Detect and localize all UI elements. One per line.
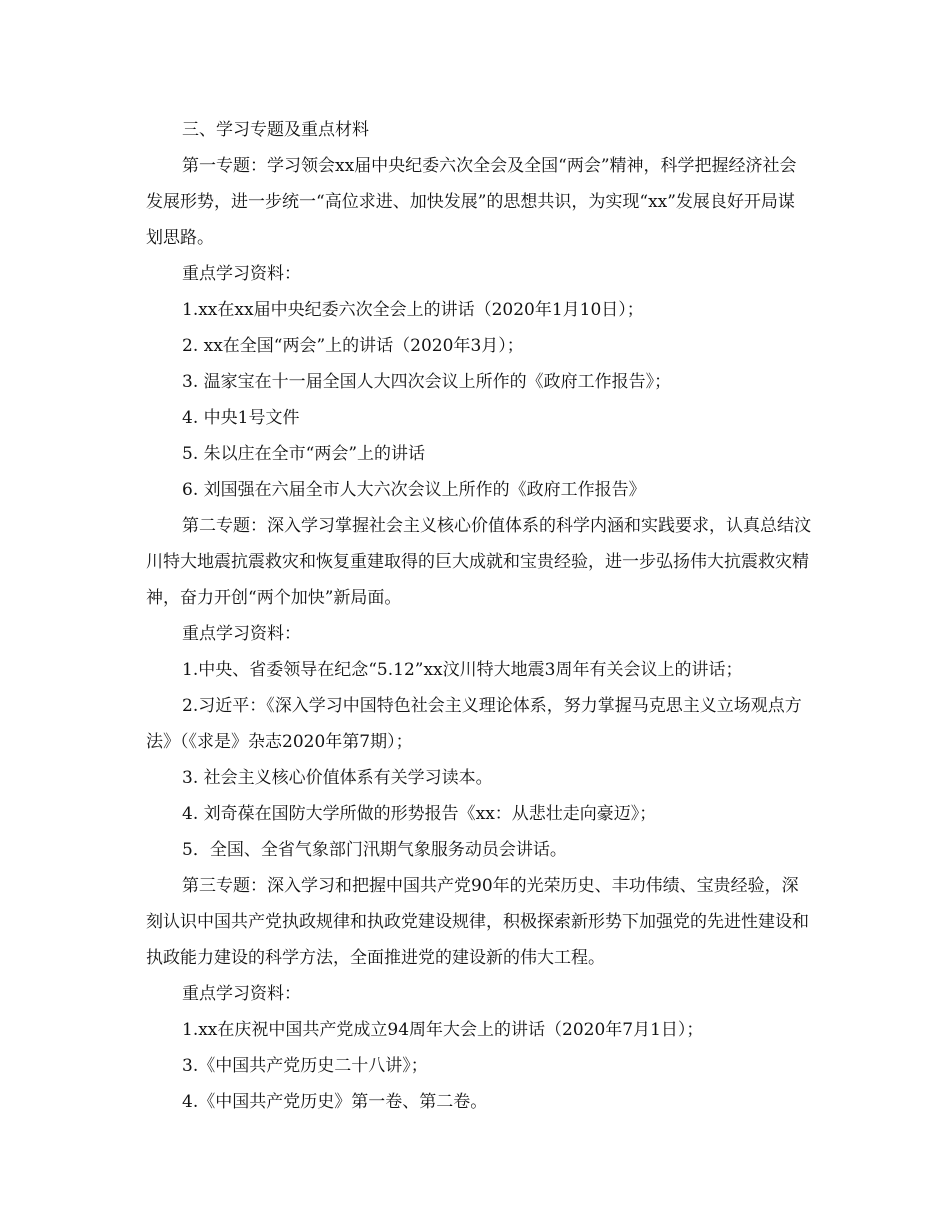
- topic-3-item: 3.《中国共产党历史二十八讲》；: [182, 1056, 428, 1076]
- topic-3-materials-label: 重点学习资料：: [182, 984, 301, 1004]
- topic-1-item: 6. 刘国强在六届全市人大六次会议上所作的《政府工作报告》: [182, 480, 646, 500]
- topic-2-item: 2.习近平：《深入学习中国特色社会主义理论体系，努力掌握马克思主义立场观点方法》（《求是》杂志2020年第7期）；: [146, 696, 802, 752]
- topic-1-item: 1.xx在xx届中央纪委六次全会上的讲话（2020年1月10日）；: [182, 300, 644, 320]
- topic-1-item: 5. 朱以庄在全市“两会”上的讲话: [182, 444, 426, 464]
- topic-2-item: 4. 刘奇葆在国防大学所做的形势报告《xx：从悲壮走向豪迈》；: [182, 804, 657, 824]
- topic-2-paragraph: 第二专题：深入学习掌握社会主义核心价值体系的科学内涵和实践要求，认真总结汶川特大地震抗震救灾和恢复重建取得的巨大成就和宝贵经验，进一步弘扬伟大抗震救灾精神，奋力开创“两个加快”新局面。: [146, 516, 811, 608]
- topic-3-item: 1.xx在庆祝中国共产党成立94周年大会上的讲话（2020年7月1日）；: [182, 1020, 704, 1040]
- topic-3-paragraph: 第三专题：深入学习和把握中国共产党90年的光荣历史、丰功伟绩、宝贵经验，深刻认识中国共产党执政规律和执政党建设规律，积极探索新形势下加强党的先进性建设和执政能力建设的科学方法，全面推进党的建设新的伟大工程。: [146, 876, 809, 968]
- topic-2-item: 1.中央、省委领导在纪念“5.12”xx汶川特大地震3周年有关会议上的讲话；: [182, 660, 743, 680]
- topic-1-paragraph: 第一专题：学习领会xx届中央纪委六次全会及全国“两会”精神，科学把握经济社会发展形势，进一步统一“高位求进、加快发展”的思想共识，为实现“xx”发展良好开局谋划思路。: [146, 156, 797, 248]
- topic-2-item: 5．全国、全省气象部门汛期气象服务动员会讲话。: [182, 840, 567, 860]
- topic-2-item: 3. 社会主义核心价值体系有关学习读本。: [182, 768, 493, 788]
- topic-1-item: 3. 温家宝在十一届全国人大四次会议上所作的《政府工作报告》；: [182, 372, 672, 392]
- topic-1-item: 4. 中央1号文件: [182, 408, 300, 428]
- document-body: [146, 112, 811, 1120]
- topic-1-materials-label: 重点学习资料：: [182, 264, 301, 284]
- section-heading: 三、学习专题及重点材料: [182, 120, 369, 140]
- topic-3-item: 4.《中国共产党历史》第一卷、第二卷。: [182, 1092, 488, 1112]
- topic-1-item: 2. xx在全国“两会”上的讲话（2020年3月）；: [182, 336, 524, 356]
- topic-2-materials-label: 重点学习资料：: [182, 624, 301, 644]
